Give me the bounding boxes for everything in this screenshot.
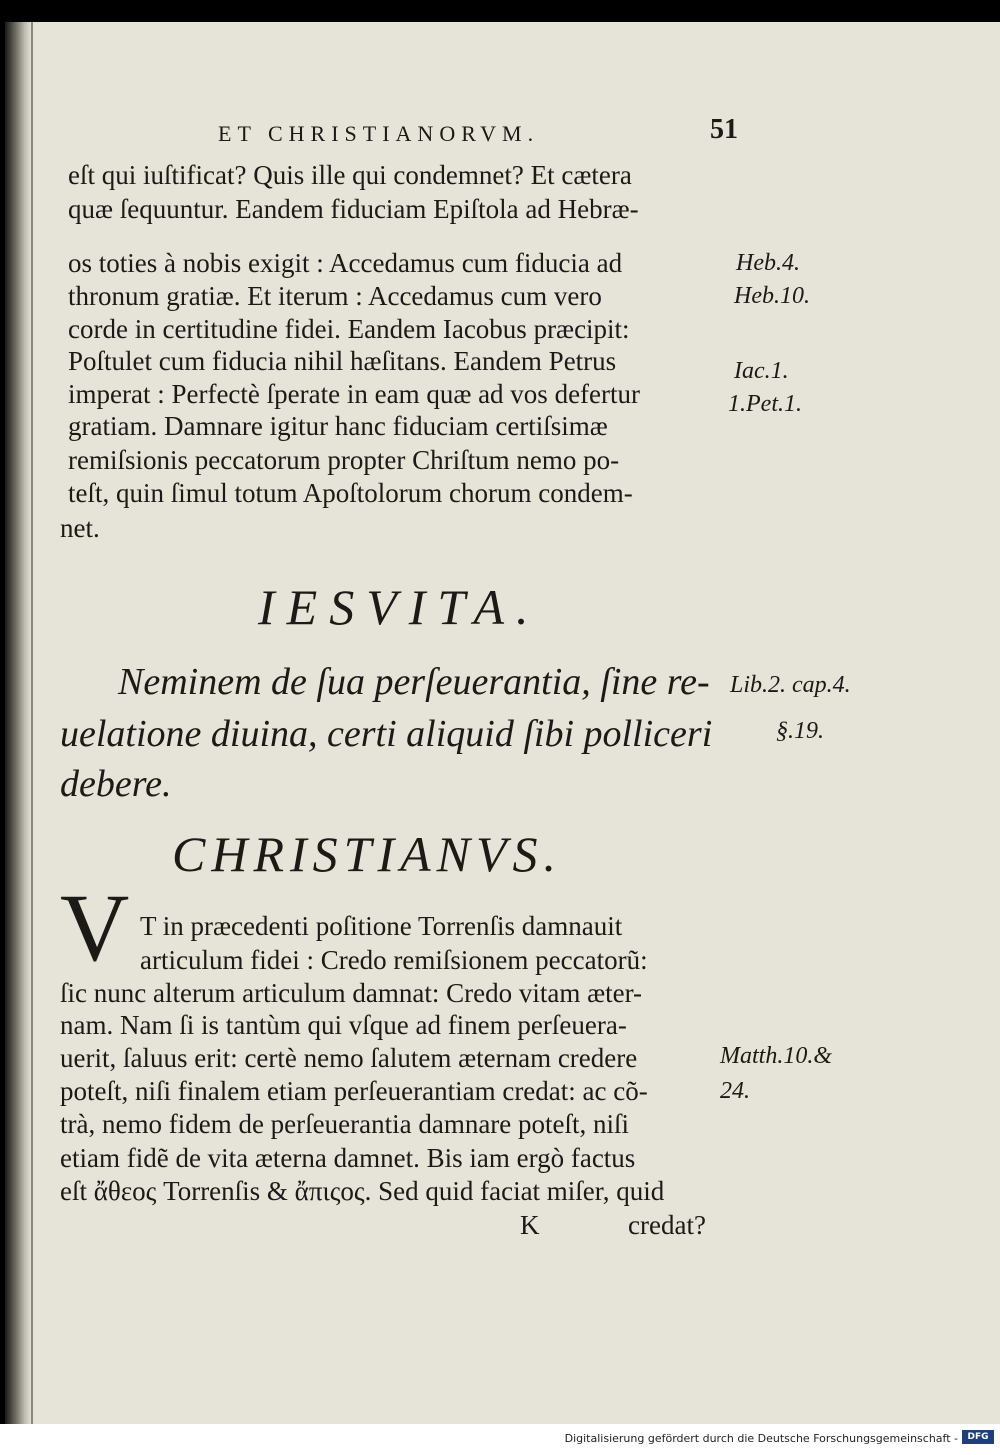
body-line: eſt qui iuſtificat? Quis ille qui condemnet? Et cætera: [68, 160, 632, 190]
catchword: credat?: [628, 1210, 706, 1240]
body-line: Poſtulet cum fiducia nihil hæſitans. Eandem Petrus: [68, 346, 617, 376]
body-line: imperat : Perfectè ſperate in eam quæ ad vos defertur: [68, 379, 641, 409]
jesuita-line: uelatione diuina, certi aliquid ſibi polliceri: [60, 713, 713, 755]
jesuita-line: debere.: [60, 763, 172, 805]
body-line: corde in certitudine fidei. Eandem Iacobus præcipit:: [68, 314, 630, 344]
running-head: ET CHRISTIANORVM.: [218, 121, 540, 146]
dfg-logo-icon: DFG: [962, 1430, 994, 1444]
margin-note-sect19: §.19.: [776, 718, 824, 744]
body-line: nam. Nam ſi is tantùm qui vſque ad finem perſeuera-: [60, 1010, 627, 1040]
margin-note-heb4: Heb.4.: [736, 250, 800, 276]
body-line: articulum fidei : Credo remiſsionem peccatorũ:: [140, 945, 648, 975]
margin-note-heb10: Heb.10.: [734, 283, 810, 309]
margin-note-matth24: 24.: [720, 1078, 750, 1104]
body-line: remiſsionis peccatorum propter Chriſtum nemo po-: [68, 445, 620, 475]
body-line: os toties à nobis exigit : Accedamus cum fiducia ad: [68, 248, 623, 278]
body-line: eſt ἄθεος Torrenſis & ἄπιςος. Sed quid faciat miſer, quid: [60, 1176, 665, 1206]
body-line: teſt, quin ſimul totum Apoſtolorum chorum condem-: [68, 478, 633, 508]
body-line: uerit, ſaluus erit: certè nemo ſalutem æternam credere: [60, 1043, 638, 1073]
body-line: trà, nemo fidem de perſeuerantia damnare poteſt, niſi: [60, 1109, 630, 1139]
body-line: ſic nunc alterum articulum damnat: Credo vitam æter-: [60, 978, 643, 1008]
drop-cap: V: [60, 874, 130, 981]
section-heading-jesuita: IESVITA.: [258, 579, 541, 635]
margin-note-matth10: Matth.10.&: [720, 1043, 832, 1069]
body-line: T in præcedenti poſitione Torrenſis damnauit: [140, 911, 623, 941]
jesuita-line: Neminem de ſua perſeuerantia, ſine re-: [118, 661, 710, 703]
body-line: quæ ſequuntur. Eandem fiduciam Epiſtola ad Hebræ-: [68, 194, 639, 224]
margin-note-pet1: 1.Pet.1.: [728, 391, 802, 417]
body-line: thronum gratiæ. Et iterum : Accedamus cum vero: [68, 281, 602, 311]
margin-note-jac1: Iac.1.: [734, 358, 789, 384]
body-line: etiam fidẽ de vita æterna damnet. Bis iam ergò factus: [60, 1143, 636, 1173]
page-gutter: [5, 22, 31, 1424]
section-heading-christianus: CHRISTIANVS.: [172, 826, 563, 882]
body-line: gratiam. Damnare igitur hanc fiduciam certiſsimæ: [68, 411, 608, 441]
page-number: 51: [710, 114, 738, 145]
body-line: net.: [60, 513, 100, 543]
margin-note-lib2: Lib.2. cap.4.: [730, 672, 851, 698]
gutter-edge: [31, 22, 33, 1424]
body-line: poteſt, niſi finalem etiam perſeuerantiam credat: ac cõ-: [60, 1076, 648, 1106]
signature-mark: K: [520, 1210, 540, 1240]
digitization-credit: Digitalisierung gefördert durch die Deutsche Forschungsgemeinschaft -: [564, 1432, 958, 1445]
